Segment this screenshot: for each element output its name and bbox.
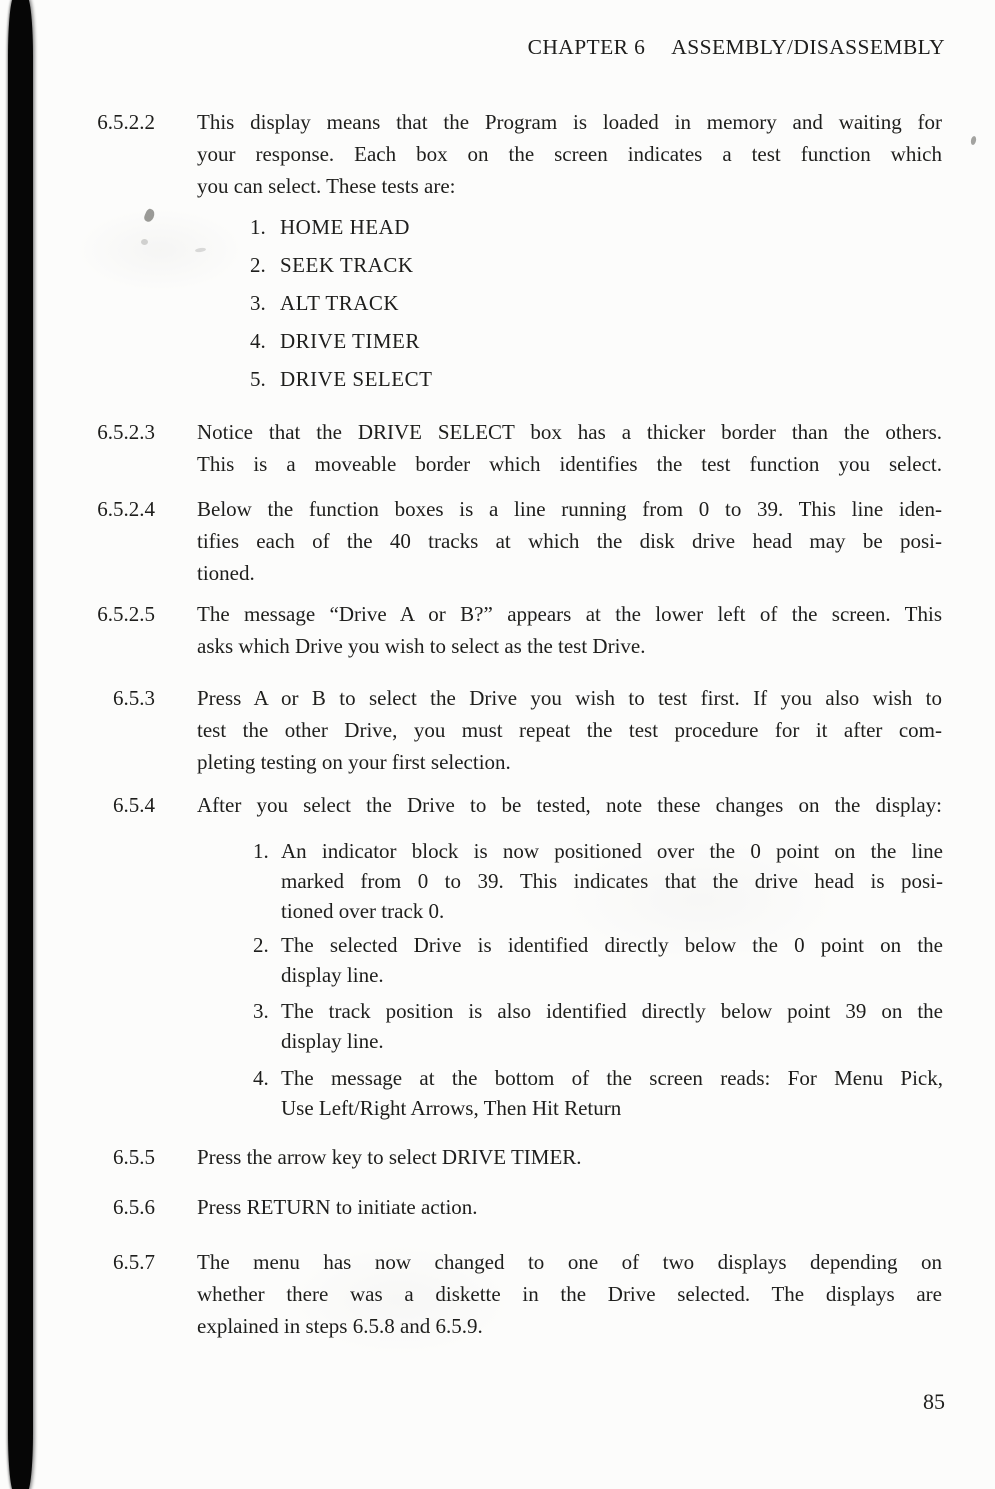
display-changes-list: [253, 836, 945, 1123]
section-number: 6.5.2.4: [97, 497, 155, 521]
page-number: 85: [923, 1389, 945, 1414]
section-text: Press A or B to select the Drive you wish to test first. If you also wish to test the other Drive, you must repeat the test procedure for it after com- pleting testing on your first selection.: [197, 686, 942, 774]
section-number: 6.5.3: [113, 686, 155, 710]
scan-smudge: [143, 208, 157, 224]
item-label: DRIVE SELECT: [280, 367, 433, 391]
change-item: [253, 996, 945, 1056]
menu-item: [250, 287, 945, 319]
section-number: 6.5.6: [113, 1195, 155, 1219]
section-number: 6.5.2.2: [97, 110, 155, 134]
page-header: [95, 34, 945, 60]
section-6-5-3: [95, 682, 945, 778]
section-text: After you select the Drive to be tested, note these changes on the display:: [197, 793, 942, 817]
scan-smudge: [141, 239, 148, 245]
item-number: 3.: [253, 999, 269, 1023]
section-number: 6.5.4: [113, 793, 155, 817]
item-label: DRIVE TIMER: [280, 329, 420, 353]
change-item: [253, 836, 945, 926]
item-number: 2.: [250, 253, 266, 277]
item-number: 4.: [250, 329, 266, 353]
section-number: 6.5.5: [113, 1145, 155, 1169]
menu-item: [250, 363, 945, 395]
item-label: ALT TRACK: [280, 291, 400, 315]
section-text: Below the function boxes is a line running from 0 to 39. This line iden- tifies each of the 40 tracks at which the disk drive head may be posi- tioned.: [197, 497, 942, 585]
chapter-title: ASSEMBLY/DISASSEMBLY: [671, 35, 945, 59]
menu-item: [250, 211, 945, 243]
change-text: The track position is also identified directly below point 39 on the display line.: [281, 999, 943, 1053]
section-6-5-2-5: [95, 598, 945, 662]
chapter-label: CHAPTER 6: [527, 35, 646, 59]
section-number: 6.5.7: [113, 1250, 155, 1274]
change-text: The selected Drive is identified directly below the 0 point on the display line.: [281, 933, 943, 987]
change-item: [253, 1063, 945, 1123]
change-item: [253, 930, 945, 990]
menu-item: [250, 325, 945, 357]
menu-item: [250, 249, 945, 281]
scan-smudge: [195, 247, 206, 252]
item-number: 3.: [250, 291, 266, 315]
section-text: The menu has now changed to one of two displays depending on whether there was a diskette in the Drive selected. The displays are explained in steps 6.5.8 and 6.5.9.: [197, 1250, 942, 1338]
test-function-menu: [250, 211, 945, 395]
section-text: Press the arrow key to select DRIVE TIMER.: [197, 1145, 582, 1169]
change-text: An indicator block is now positioned over the 0 point on the line marked from 0 to 39. This indicates that the drive head is posi- tioned over track 0.: [281, 839, 943, 923]
section-text: Notice that the DRIVE SELECT box has a thicker border than the others. This is a moveable border which identifies the test function you select.: [197, 420, 942, 476]
item-label: SEEK TRACK: [280, 253, 414, 277]
section-6-5-4: [95, 789, 945, 821]
item-number: 5.: [250, 367, 266, 391]
section-6-5-5: [95, 1141, 945, 1173]
section-6-5-7: [95, 1246, 945, 1342]
section-number: 6.5.2.5: [97, 602, 155, 626]
change-text: The message at the bottom of the screen reads: For Menu Pick, Use Left/Right Arrows, Then Hit Return: [281, 1066, 943, 1120]
section-text: This display means that the Program is loaded in memory and waiting for your response. Each box on the screen indicates a test function which you can select. These tests are:: [197, 110, 942, 198]
section-6-5-6: [95, 1191, 945, 1223]
scan-edge-artifact: [8, 0, 33, 1489]
section-6-5-2-3: [95, 416, 945, 480]
section-text: Press RETURN to initiate action.: [197, 1195, 478, 1219]
item-number: 2.: [253, 933, 269, 957]
item-number: 1.: [253, 839, 269, 863]
item-number: 1.: [250, 215, 266, 239]
scan-smudge: [970, 136, 977, 146]
section-6-5-2-4: [95, 493, 945, 589]
item-label: HOME HEAD: [280, 215, 410, 239]
item-number: 4.: [253, 1066, 269, 1090]
section-number: 6.5.2.3: [97, 420, 155, 444]
section-6-5-2-2: [95, 106, 945, 202]
section-text: The message “Drive A or B?” appears at the lower left of the screen. This asks which Drive you wish to select as the test Drive.: [197, 602, 942, 658]
